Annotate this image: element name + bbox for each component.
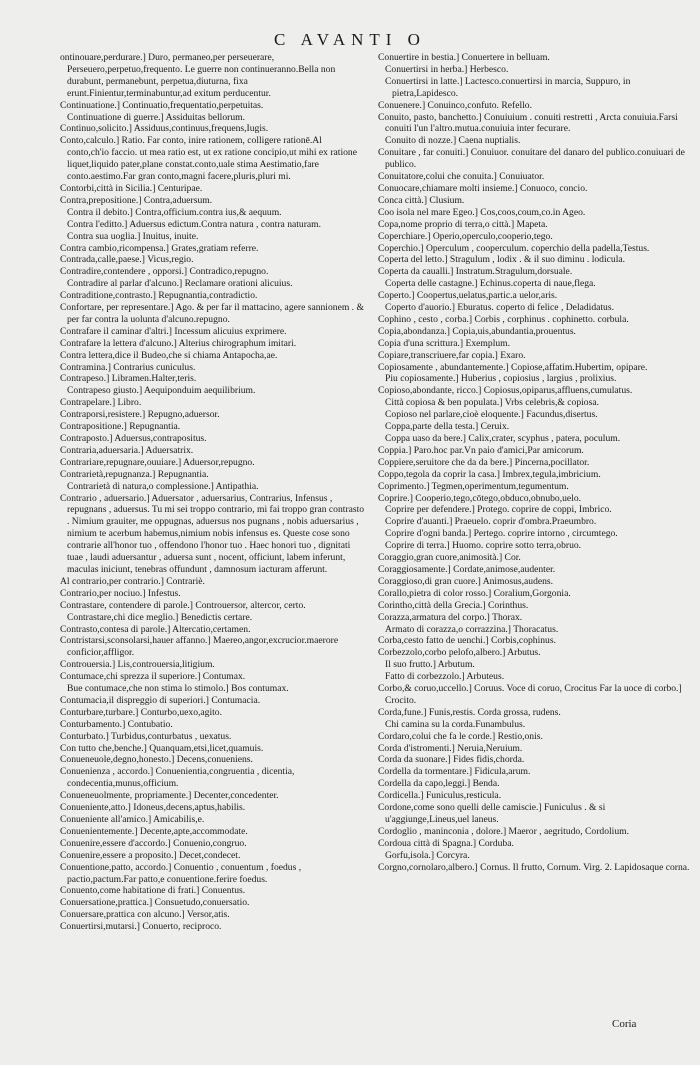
dictionary-entry: Coperta del letto.] Stragulum , lodix . & il suo diminu . lodicula.: [378, 254, 626, 266]
dictionary-entry: Conuersatione,prattica.] Consuetudo,conuersatio.: [60, 897, 250, 909]
dictionary-entry: Coprire d'ogni banda.] Pertego. coprire intorno , circumtego.: [385, 528, 618, 540]
dictionary-entry: Conuocare,chiamare molti insieme.] Conuoco, concio.: [378, 182, 588, 194]
dictionary-entry: Coppiere,seruitore che da da bere.] Pincerna,pocillator.: [378, 456, 590, 468]
dictionary-entry: Contrapeso.] Libramen.Halter,teris.: [60, 373, 197, 385]
dictionary-entry: Copioso nel parlare,cioè eloquente.] Facundus,disertus.: [385, 409, 598, 421]
dictionary-entry: Contraditione,contrasto.] Repugnantia,contradictio.: [60, 290, 258, 302]
dictionary-entry: Conuenire,essere a proposito.] Decet,condecet.: [60, 849, 241, 861]
dictionary-entry: Contramina.] Contrarius cuniculus.: [60, 361, 196, 373]
dictionary-entry: Conueniente all'amico.] Amicabilis,e.: [60, 814, 205, 825]
dictionary-entry: Conuito, pasto, banchetto.] Conuiuium . conuiti restretti , Arcta conuiuia.Farsi conuiti l'un l'altro.mutua.conuiuia inter fecurare.: [378, 111, 678, 135]
dictionary-entry: Conturbamento.] Contubatio.: [60, 718, 173, 730]
dictionary-entry: Copia,abondanza.] Copia,uis,abundantia,prouentus.: [378, 325, 576, 337]
dictionary-entry: Controuersia.] Lis,controuersia,litigium.: [60, 659, 215, 671]
dictionary-entry: Corazza,armatura del corpo.] Thorax.: [378, 611, 523, 623]
dictionary-entry: Fatto di corbezzolo.] Arbuteus.: [385, 671, 505, 683]
dictionary-entry: Coprire.] Cooperio,tego,cōtego,obduco,obnubo,uelo.: [378, 492, 582, 504]
dictionary-entry: Conuentione,patto, accordo.] Conuentio , conuentum , foedus , pactio,pactum.Far patto,e conuentione.ferire foedus.: [60, 861, 302, 885]
dictionary-entry: Continuatione di guerre.] Assiduitas bellorum.: [67, 111, 245, 123]
right-column: [378, 52, 690, 874]
dictionary-entry: Conuitatore,colui che conuita.] Conuiuator.: [378, 171, 545, 183]
dictionary-entry: Coppa uaso da bere.] Calix,crater, scyphus , patera, poculum.: [385, 433, 621, 444]
catchword: Coria: [612, 1018, 637, 1030]
dictionary-entry: Contrasto,contesa di parole.] Altercatio,certamen.: [60, 623, 251, 635]
dictionary-entry: Conuersare,prattica con alcuno.] Versor,atis.: [60, 909, 230, 921]
dictionary-entry: Coraggio,gran cuore,animosità.] Cor.: [378, 552, 521, 564]
dictionary-entry: Contradire al parlar d'alcuno.] Reclamare orationi alicuius.: [67, 278, 293, 290]
dictionary-entry: Corintho,città della Grecia.] Corinthus.: [378, 599, 529, 611]
dictionary-entry: Coppia.] Paro.hoc par.Vn paio d'amici,Par amicorum.: [378, 444, 584, 456]
dictionary-entry: Gorfu,isola.] Corcyra.: [385, 849, 470, 861]
dictionary-entry: Contrario,per nociuo.] Infestus.: [60, 587, 181, 599]
dictionary-entry: Contrapositione.] Repugnantia.: [60, 421, 181, 433]
dictionary-entry: Contraposto.] Aduersus,contrapositus.: [60, 433, 207, 444]
dictionary-entry: Contra cambio,ricompensa.] Grates,gratiam referre.: [60, 242, 259, 254]
dictionary-entry: Contrada,calle,paese.] Vicus,regio.: [60, 254, 194, 266]
dictionary-entry: Coo isola nel mare Egeo.] Cos,coos,coum,co.in Ageo.: [378, 206, 586, 218]
dictionary-entry: Coperto.] Coopertus,uelatus,partic.a uelor,aris.: [378, 290, 558, 302]
dictionary-entry: Conueneuolmente, propriamente.] Decenter,concedenter.: [60, 790, 279, 802]
dictionary-entry: Copioso,abondante, ricco.] Copiosus,opiparus,affluens,cumulatus.: [378, 385, 633, 397]
dictionary-entry: Conuertirsi,mutarsi.] Conuerto, reciproco.: [60, 921, 222, 933]
dictionary-entry: Contra lettera,dice il Budeo,che si chiama Antapocha,ae.: [60, 349, 278, 361]
dictionary-entry: Conuitare , far conuiti.] Conuiuor. conuitare del danaro del publico.conuiuari de publico.: [378, 147, 685, 171]
dictionary-entry: Coperta da caualli.] Instratum.Stragulum,dorsuale.: [378, 266, 573, 278]
dictionary-entry: Corbezzolo,corbo pelofo,albero.] Arbutus.: [378, 647, 541, 659]
dictionary-entry: Corbo,& coruo,uccello.] Coruus. Voce di coruo, Crocitus Far la uoce di corbo.] Crocito.: [378, 683, 682, 706]
dictionary-entry: Coraggiosamente.] Cordate,animose,audenter.: [378, 563, 556, 575]
left-column: [60, 52, 365, 933]
dictionary-entry: Contristarsi,sconsolarsi,hauer affanno.] Maereo,angor,excrucior.maerore conficior,affligor.: [60, 635, 339, 659]
dictionary-entry: Contra l'editto.] Aduersus edictum.Contra natura , contra naturam.: [67, 218, 322, 230]
dictionary-entry: Contrastare, contendere di parole.] Controuersor, altercor, certo.: [60, 599, 306, 611]
dictionary-entry: Coperchiare.] Operio,operculo,cooperio,tego.: [378, 230, 553, 242]
dictionary-entry: Corda d'istromenti.] Neruia,Neruium.: [378, 742, 523, 754]
dictionary-entry: Corda,fune.] Funis,restis. Corda grossa, rudens.: [378, 706, 561, 718]
dictionary-entry: Corda da suonare.] Fides fidis,chorda.: [378, 754, 525, 766]
dictionary-entry: Continuatione.] Continuatio,frequentatio,perpetuitas.: [60, 99, 264, 111]
dictionary-entry: Conuenienza , accordo.] Conuenientia,congruentia , dicentia, condecentia,munus,officium.: [60, 766, 295, 790]
dictionary-entry: Contraria,aduersaria.] Aduersatrix.: [60, 444, 194, 456]
dictionary-entry: Conueniente,atto.] Idoneus,decens,aptus,habilis.: [60, 802, 246, 814]
dictionary-entry: Coppa,parte della testa.] Ceruix.: [385, 421, 510, 433]
dictionary-entry: Il suo frutto.] Arbutum.: [385, 659, 475, 671]
dictionary-entry: Contraporsi,resistere.] Repugno,aduersor.: [60, 409, 220, 421]
dictionary-entry: Coprimento.] Tegmen,operimentum,tegumentum.: [378, 480, 569, 492]
dictionary-entry: Conuito di nozze.] Caena nuptialis.: [385, 135, 521, 147]
dictionary-entry: Contra sua uoglia.] Inuitus, inuite.: [67, 230, 199, 242]
dictionary-entry: Coperto d'auorio.] Eburatus. coperto di felice , Deladidatus.: [385, 302, 614, 314]
dictionary-entry: Coraggioso,di gran cuore.] Animosus,audens.: [378, 575, 554, 587]
dictionary-entry: Copiare,transcriuere,far copia.] Exaro.: [378, 349, 526, 361]
dictionary-entry: Contrarietà di natura,o complessione.] Antipathia.: [67, 480, 259, 492]
dictionary-entry: Conuenire,essere d'accordo.] Conuenio,congruo.: [60, 837, 247, 849]
dictionary-entry: Al contrario,per contrario.] Contrariè.: [60, 575, 205, 587]
dictionary-entry: Contrarietà,repugnanza.] Repugnantia.: [60, 468, 209, 480]
dictionary-entry: Contorbi,città in Sicilia.] Centuripae.: [60, 182, 203, 194]
dictionary-entry: Conuenientemente.] Decente,apte,accommodate.: [60, 825, 248, 837]
dictionary-entry: Coppo,tegola da coprir la casa.] Imbrex,tegula,imbricium.: [378, 468, 601, 480]
dictionary-entry: Cordella da capo,leggi.] Benda.: [378, 778, 500, 790]
dictionary-entry: Coperta delle castagne.] Echinus.coperta di naue,flega.: [385, 278, 596, 290]
dictionary-entry: Cordoglio , maninconia , dolore.] Maeror , aegritudo, Cordolium.: [378, 825, 629, 837]
dictionary-entry: Piu copiosamente.] Huberius , copiosius , largius , prolixius.: [385, 373, 617, 385]
dictionary-entry: Cordicella.] Funiculus,resticula.: [378, 790, 502, 802]
dictionary-entry: Copiosamente , abundantemente.] Copiose,affatim.Hubertim, opipare.: [378, 361, 648, 373]
dictionary-entry: Contrafare la lettera d'alcuno.] Alterius chirographum imitari.: [60, 337, 297, 349]
dictionary-entry: Cordella da tormentare.] Fidicula,arum.: [378, 766, 531, 778]
dictionary-entry: Cordoua città di Spagna.] Corduba.: [378, 837, 514, 849]
dictionary-entry: Contradire,contendere , opporsi.] Contradico,repugno.: [60, 266, 269, 278]
dictionary-entry: Chi camina su la corda.Funambulus.: [385, 718, 526, 730]
dictionary-entry: Armato di corazza,o corrazzina.] Thoracatus.: [385, 623, 559, 635]
dictionary-entry: Contrafare il caminar d'altri.] Incessum alicuius exprimere.: [60, 325, 287, 337]
dictionary-entry: Cophino , cesto , corba.] Corbis , corphinus . cophinetto. corbula.: [378, 313, 629, 325]
dictionary-entry: Conturbare,turbare.] Conturbo,uexo,agito.: [60, 706, 222, 718]
dictionary-entry: Conturbato.] Turbidus,conturbatus , uexatus.: [60, 730, 232, 742]
dictionary-entry: Copa,nome proprio di terra,o città.] Mapeta.: [378, 218, 548, 230]
dictionary-entry: Confortare, per representare.] Ago. & per far il mattacino, agere sannionem . & per far contra la uolunta d'alcuno.repugno.: [60, 302, 364, 325]
dictionary-entry: Conuertirsi in herba.] Herbesco.: [385, 63, 509, 75]
dictionary-entry: Contra il debito.] Contra,officium.contra ius,& aequum.: [67, 206, 282, 218]
dictionary-entry: Continuo,solicito.] Assiduus,continuus,frequens,Iugis.: [60, 123, 269, 135]
dictionary-entry: Copia d'una scrittura.] Exemplum.: [378, 337, 511, 349]
dictionary-entry: Conueneuole,degno,honesto.] Decens,conueniens.: [60, 754, 253, 766]
dictionary-entry: Conca città.] Clusium.: [378, 194, 465, 206]
dictionary-entry: Conuento,come habitatione di frati.] Conuentus.: [60, 885, 246, 897]
dictionary-entry: Contrapelare.] Libro.: [60, 397, 142, 409]
dictionary-entry: Contra,prepositione.] Contra,aduersum.: [60, 194, 213, 206]
dictionary-entry: Contumacia,il dispreggio di superiori.] Contumacia.: [60, 694, 261, 706]
dictionary-entry: Cordone,come sono quelli delle camiscie.] Funiculus . & si u'aggiunge,Lineus,uel laneus.: [378, 802, 606, 825]
dictionary-entry: Conuertire in bestia.] Conuertere in belluam.: [378, 52, 550, 63]
dictionary-entry: Corba,cesto fatto de uenchi.] Corbis,cophinus.: [378, 635, 556, 647]
dictionary-entry: Con tutto che,benche.] Quanquam,etsi,licet,quamuis.: [60, 742, 264, 754]
dictionary-entry: Bue contumace,che non stima lo stimolo.] Bos contumax.: [67, 683, 289, 695]
dictionary-entry: Coprire per defendere.] Protego. coprire de coppi, Imbrico.: [385, 504, 612, 516]
running-head: C AVANTI O: [274, 30, 426, 49]
dictionary-entry: Conto,calculo.] Ratio. Far conto, inire rationem, colligere rationē.Al conto,ch'io faccio. ut mea ratio est, ut ex ratione concipio,ut mihi ex ratione liquet,liquido pater,plane constat.conto,uale stima Aestimatio,fare conto.aestimo.Far gran conto,magni facere,pluris,pluri mi.: [60, 135, 357, 183]
dictionary-entry: Coprire di terra.] Huomo. coprire sotto terra,obruo.: [385, 540, 582, 552]
dictionary-entry: Conuertirsi in latte.] Lactesco.conuertirsi in marcia, Suppuro, in pietra,Lapidesco.: [385, 75, 631, 99]
dictionary-entry: Città copiosa & ben populata.] Vrbs celebris,& copiosa.: [385, 397, 599, 409]
dictionary-entry: Coperchio.] Operculum , cooperculum. coperchio della padella,Testus.: [378, 242, 650, 254]
dictionary-entry: Corgno,cornolaro,albero.] Cornus. Il frutto, Cornum. Virg. 2. Lapidosaque corna.: [378, 861, 690, 873]
dictionary-entry: Cordaro,colui che fa le corde.] Restio,onis.: [378, 730, 543, 742]
dictionary-entry: Coprire d'auanti.] Praeuelo. coprir d'ombra.Praeumbro.: [385, 516, 597, 528]
dictionary-entry: Contrario , aduersario.] Aduersator , aduersarius, Contrarius, Infensus , repugnans , aduersus. Tu mi sei troppo contrario, mi fai troppo gran contrasto . Nimium grauiter, me oppugnas, aduersus nos pugnans , nobis aduersarius , nimium te acerbum habemus,nimium nobis infensus es. Queste cose sono contrarie all'honor tuo , offendono l'honor tuo . Haec honori tuo , dignitati tuae , laudi aduersantur , aduersa sunt , nocent, officiunt, labem inferunt, maculas iniciunt, tenebras offundunt , damnosum iacturam afferunt.: [60, 492, 365, 575]
dictionary-entry: Conuenere.] Conuinco,confuto. Refello.: [378, 99, 532, 111]
dictionary-entry: Contumace,chi sprezza il superiore.] Contumax.: [60, 671, 246, 683]
dictionary-entry: Contrastare,chi dice meglio.] Benedictis certare.: [67, 611, 253, 623]
dictionary-entry: ontinouare,perdurare.] Duro, permaneo,per perseuerare, Perseuero,perpetuo,frequento. Le guerre non continueranno.Bella non durabunt, permanebunt, perpetua,diuturna, fixa erunt.Finientur,terminabuntur,ad exitum perducentur.: [60, 52, 336, 99]
dictionary-entry: Contrariare,repugnare,ouuiare.] Aduersor,repugno.: [60, 456, 255, 468]
dictionary-entry: Contrapeso giusto.] Aequiponduim aequilibrium.: [67, 385, 256, 397]
dictionary-entry: Corallo,pietra di color rosso.] Coralium,Gorgonia.: [378, 587, 571, 599]
